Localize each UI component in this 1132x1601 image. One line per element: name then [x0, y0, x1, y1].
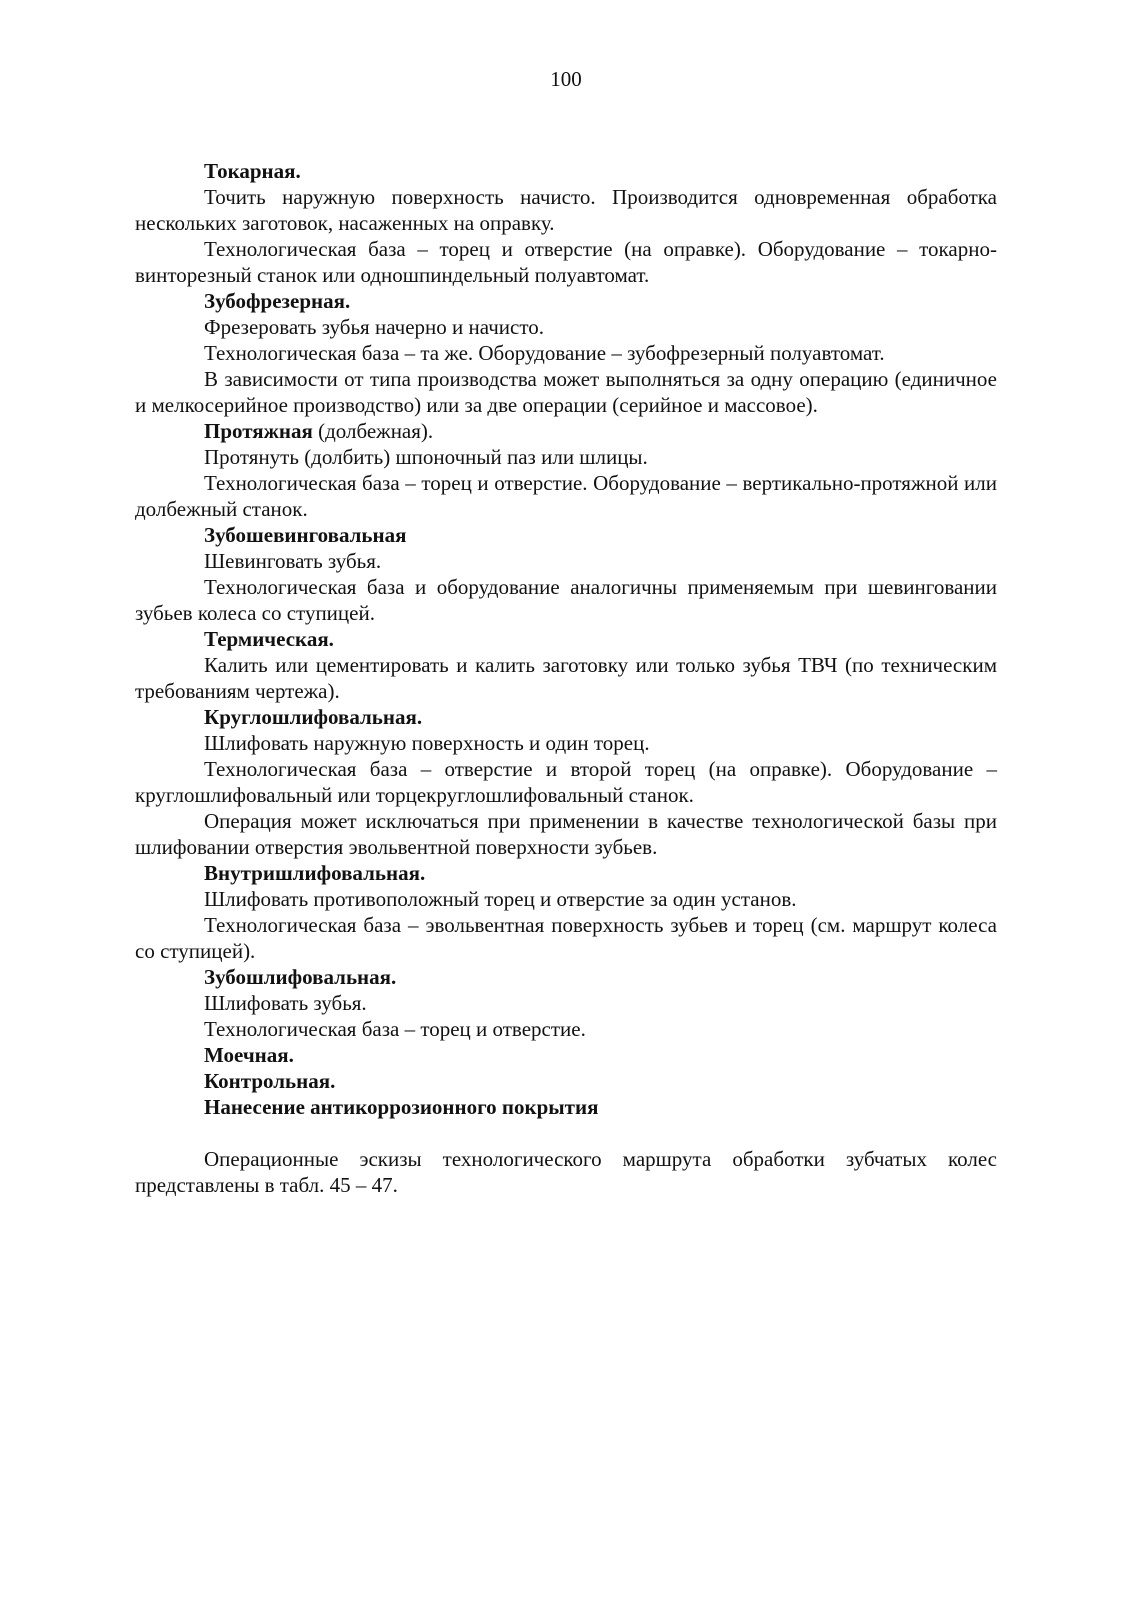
paragraph: Калить или цементировать и калить заготовку или только зубья ТВЧ (по техническим требованиям чертежа). — [135, 653, 997, 703]
section-heading-note: (долбежная). — [312, 419, 434, 443]
section-heading: Нанесение антикоррозионного покрытия — [204, 1095, 599, 1119]
section-heading: Зубофрезерная. — [204, 289, 351, 313]
section-heading: Термическая. — [204, 627, 334, 651]
document-body — [135, 158, 997, 1198]
paragraph: Операционные эскизы технологического маршрута обработки зубчатых колес представлены в табл. 45 – 47. — [135, 1147, 997, 1197]
paragraph: Технологическая база – отверстие и второй торец (на оправке). Оборудование – круглошлифовальный или торцекруглошлифовальный станок. — [135, 757, 997, 807]
paragraph: Протянуть (долбить) шпоночный паз или шлицы. — [204, 445, 648, 469]
paragraph: Технологическая база и оборудование аналогичны применяемым при шевинговании зубьев колеса со ступицей. — [135, 575, 997, 625]
section-heading: Круглошлифовальная. — [204, 705, 423, 729]
section-heading: Моечная. — [204, 1043, 294, 1067]
paragraph: Технологическая база – та же. Оборудование – зубофрезерный полуавтомат. — [204, 341, 885, 365]
section-heading: Внутришлифовальная. — [204, 861, 426, 885]
paragraph: Шлифовать зубья. — [204, 991, 367, 1015]
paragraph: Шлифовать наружную поверхность и один торец. — [204, 731, 650, 755]
page-number: 100 — [550, 67, 582, 91]
paragraph: Шевинговать зубья. — [204, 549, 382, 573]
paragraph: Фрезеровать зубья начерно и начисто. — [204, 315, 545, 339]
section-heading: Контрольная. — [204, 1069, 336, 1093]
section-heading-mixed — [135, 418, 997, 444]
paragraph-spacer — [135, 1120, 997, 1146]
paragraph: Операция может исключаться при применении в качестве технологической базы при шлифовании отверстия эвольвентной поверхности зубьев. — [135, 809, 997, 859]
section-heading: Зубошевинговальная — [204, 523, 407, 547]
paragraph: Точить наружную поверхность начисто. Производится одновременная обработка нескольких заготовок, насаженных на оправку. — [135, 185, 997, 235]
paragraph: В зависимости от типа производства может выполняться за одну операцию (единичное и мелкосерийное производство) или за две операции (серийное и массовое). — [135, 367, 997, 417]
paragraph: Технологическая база – торец и отверстие (на оправке). Оборудование – токарно-винторезный станок или одношпиндельный полуавтомат. — [135, 237, 997, 287]
paragraph: Технологическая база – эвольвентная поверхность зубьев и торец (см. маршрут колеса со ступицей). — [135, 913, 997, 963]
paragraph: Технологическая база – торец и отверстие. — [204, 1017, 586, 1041]
paragraph: Технологическая база – торец и отверстие. Оборудование – вертикально-протяжной или долбежный станок. — [135, 471, 997, 521]
paragraph: Шлифовать противоположный торец и отверстие за один установ. — [204, 887, 797, 911]
section-heading-bold: Протяжная — [204, 419, 313, 443]
section-heading: Токарная. — [204, 159, 301, 183]
section-heading: Зубошлифовальная. — [204, 965, 397, 989]
